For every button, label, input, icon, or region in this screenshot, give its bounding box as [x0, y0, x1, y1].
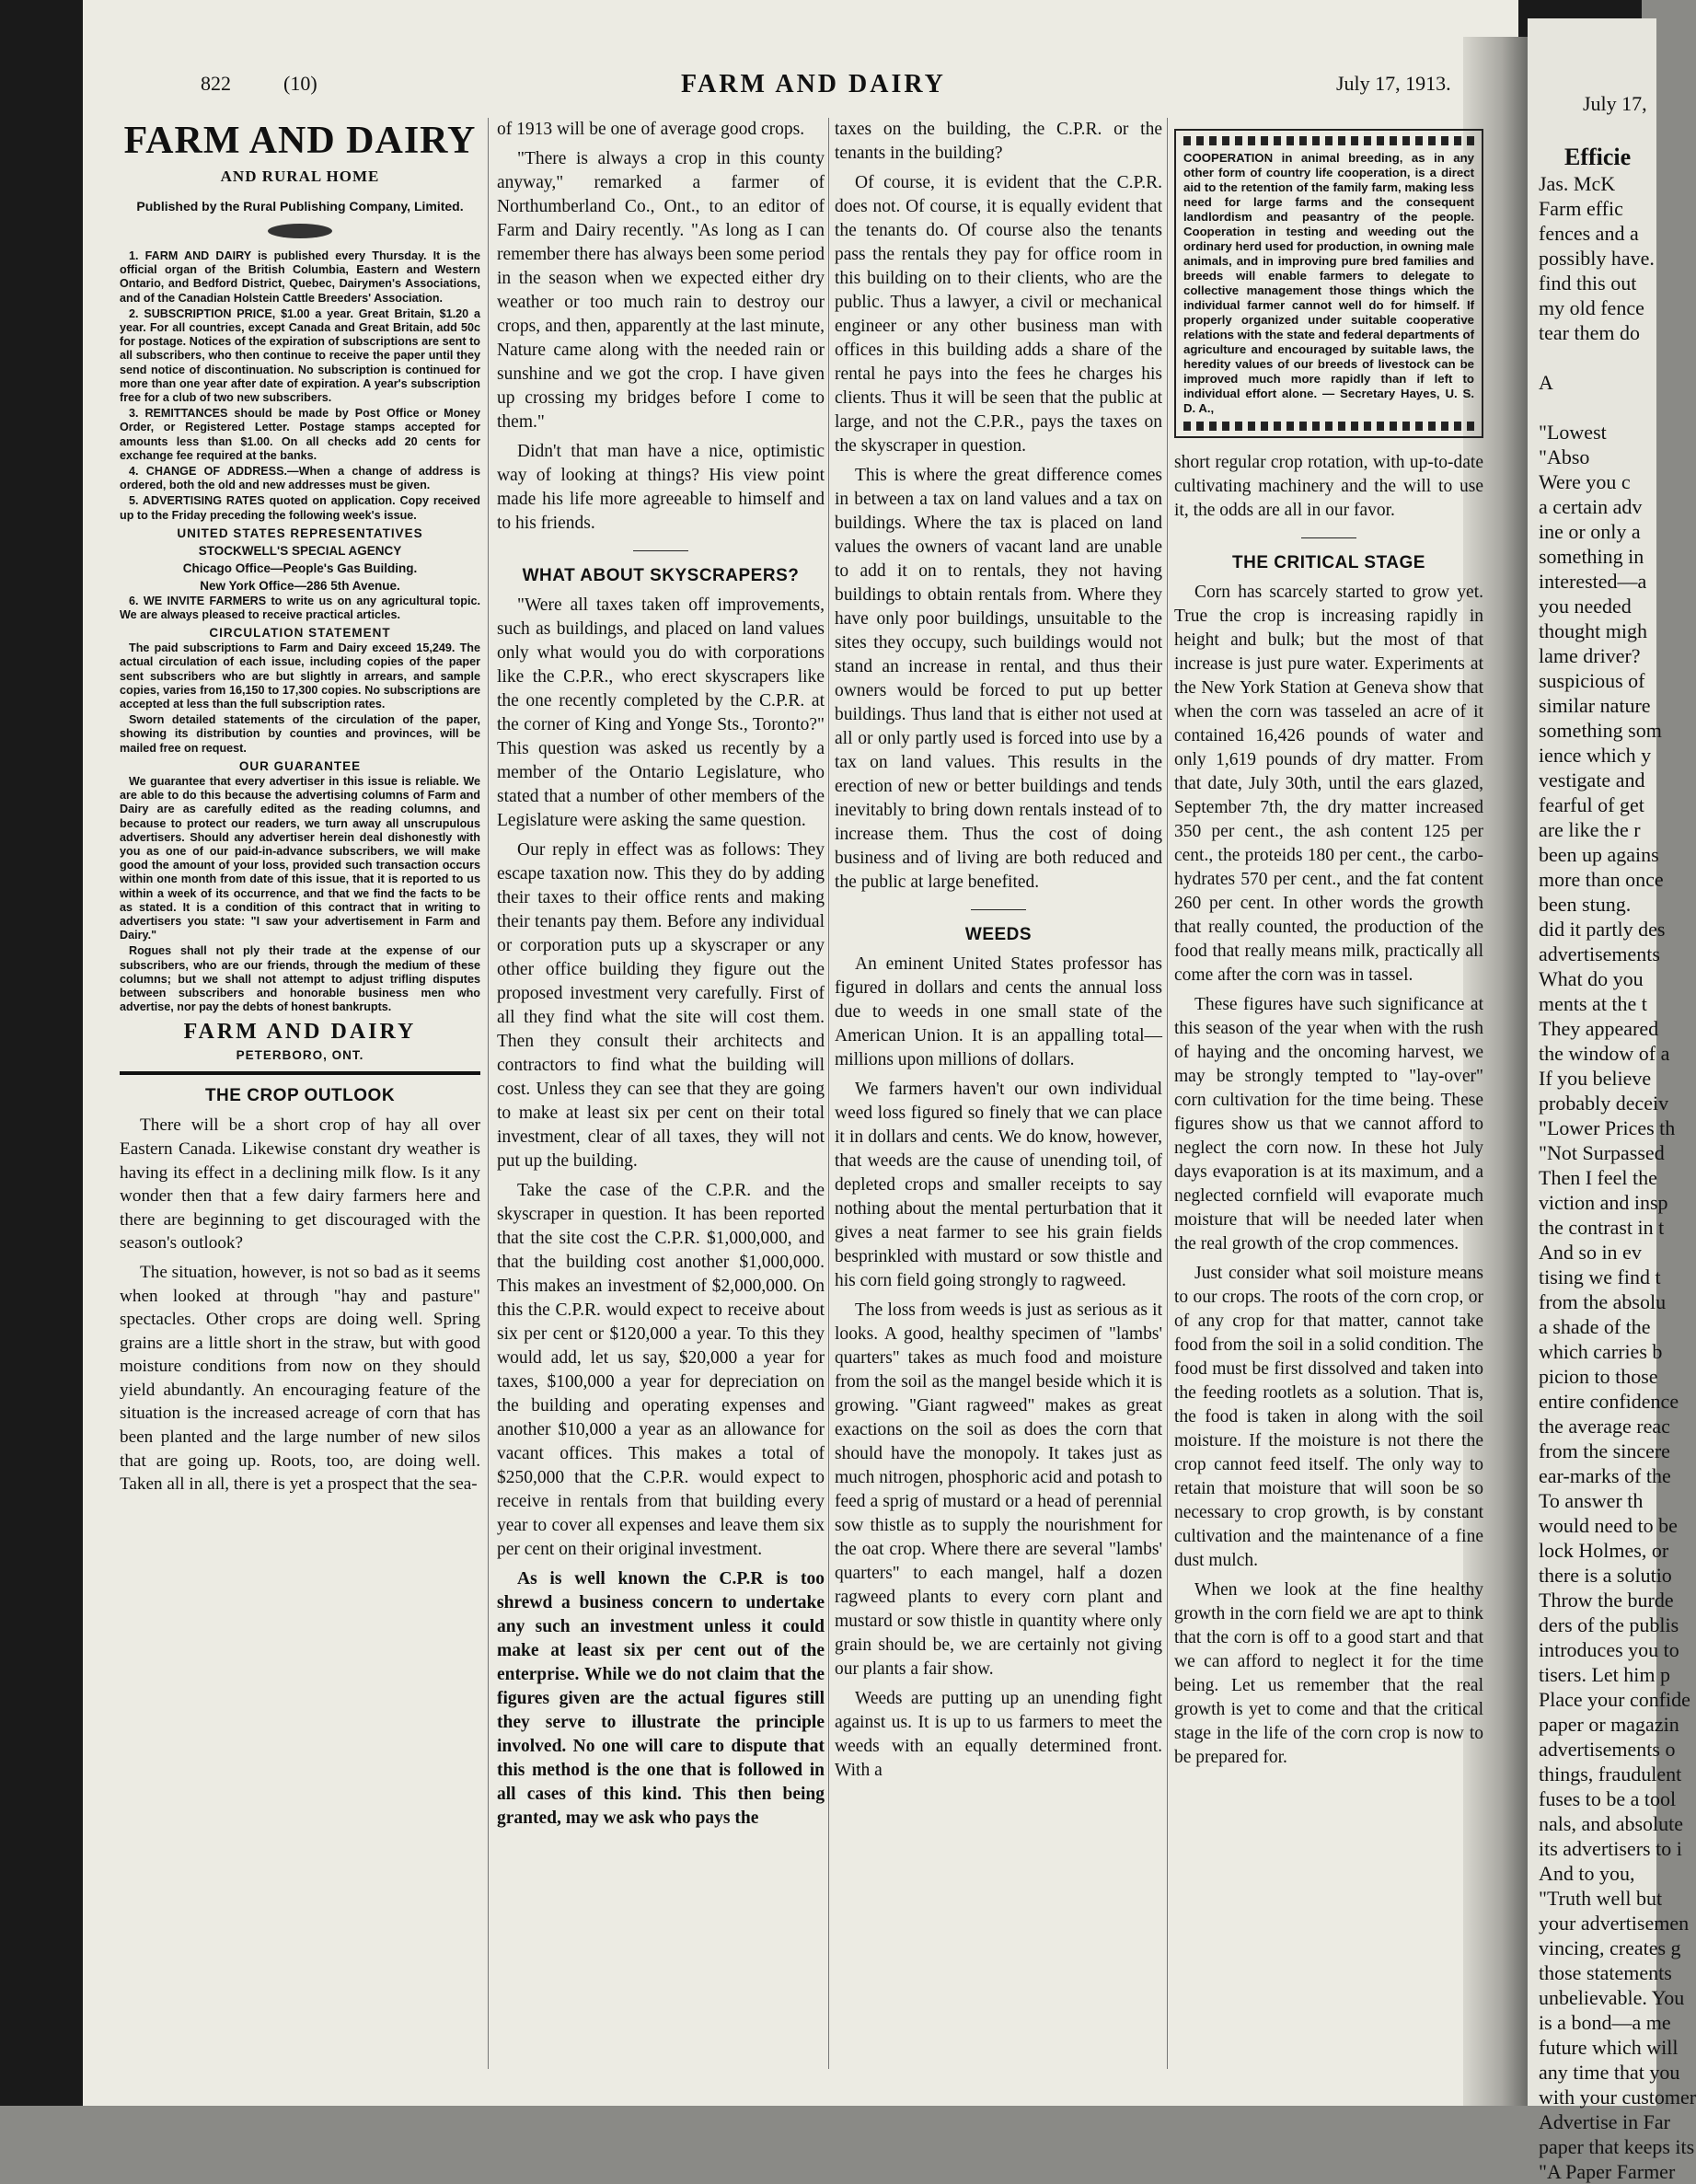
notice-item: 4. CHANGE OF ADDRESS.—When a change of address is ordered, both the old and new addresses must be given.	[120, 465, 480, 492]
adjacent-page-line: which carries b	[1539, 1340, 1663, 1363]
adjacent-page-line: are like the r	[1539, 818, 1641, 841]
article-paragraph: Weeds are putting up an unending fight against us. It is up to us farmers to meet the weeds with an equally determined front. With a	[835, 1689, 1162, 1780]
article-paragraph: Didn't that man have a nice, optimistic way of looking at things? His view point made his life more agreeable to himself and to his friends.	[497, 442, 825, 533]
critical-stage-heading: THE CRITICAL STAGE	[1232, 553, 1425, 572]
divider	[633, 550, 688, 551]
adjacent-page-line: similar nature	[1539, 694, 1651, 717]
adjacent-page-line: What do you	[1539, 967, 1644, 990]
adjacent-page-line: Then I feel the	[1539, 1166, 1657, 1189]
adjacent-page-line: fuses to be a tool	[1539, 1787, 1677, 1810]
adjacent-page-line: any time that you	[1539, 2061, 1680, 2084]
adjacent-page-line: fearful of get	[1539, 793, 1644, 816]
adjacent-page-line: with your customer	[1539, 2086, 1696, 2109]
adjacent-page-line: ders of the publis	[1539, 1613, 1679, 1636]
us-reps-agency: STOCKWELL'S SPECIAL AGENCY	[198, 543, 402, 558]
adjacent-page-line: ience which y	[1539, 744, 1652, 767]
article-paragraph-bold: As is well known the C.P.R is too shrewd a business concern to undertake any such an investment unless it could make at least six per cent out of the enterprise. While we do not claim that the figures given are the actual figures still they serve to illustrate the principle involved. No one will care to dispute that this method is the one that is followed in all cases of this kind. This then being granted, may we ask who pays the	[497, 1569, 825, 1828]
adjacent-page-line: from the absolu	[1539, 1290, 1667, 1313]
article-paragraph: We farmers haven't our own individual weed loss figured so finely that we can place it in dollars and cents. We do know, however, that weeds are the cause of unending toil, of depleted crops and smaller receipts to say nothing about the mental perturbation that it gives a neat farmer to see his grain fields besprinkled with mustard or sow thistle and his corn field going strongly to ragweed.	[835, 1080, 1162, 1290]
adjacent-page-line: unbelievable. You	[1539, 1986, 1685, 2009]
adjacent-page-line: tear them do	[1539, 321, 1640, 344]
border-ornament	[1183, 136, 1474, 145]
footer-masthead-city: PETERBORO, ONT.	[236, 1048, 364, 1063]
adjacent-page-line: did it partly des	[1539, 918, 1666, 941]
adjacent-page-line: viction and insp	[1539, 1191, 1668, 1214]
adjacent-page-line: "Truth well but	[1539, 1887, 1663, 1910]
notice-item: 3. REMITTANCES should be made by Post Office or Money Order, or Registered Letter. Postage stamps accepted for amounts less than $1.00. On all checks add 20 cents for exchange fee required at the banks.	[120, 407, 480, 462]
adjacent-page-line: "Lower Prices th	[1539, 1116, 1676, 1139]
adjacent-page-line: advertisements	[1539, 942, 1660, 965]
guarantee-rogues: Rogues shall not ply their trade at the expense of our subscribers, who are our friends, through the medium of these columns; but we shall not attempt to adjust trifling disputes between subscribers and honorable business men who advertise, nor pay the debts of honest bankrupts.	[120, 944, 480, 1014]
adjacent-page-line: Throw the burde	[1539, 1589, 1674, 1612]
article-paragraph: This is where the great difference comes in between a tax on land values and a tax on buildings. Where the tax is placed on land values the owners of vacant land are unable to add it on to rentals, they not having buildings to obtain rentals from. Where they have only poor buildings, unsuitable to the sites they occupy, such buildings would not stand an increase in rental, and thus their owners would be forced to put up better buildings. Thus land that is either not used at all or only partly used is forced into use by a tax on land values. This results in the erection of new or better buildings and tends inevitably to bring down rentals instead of to increase them. Thus the cost of doing business and of living are both reduced and the public at large benefited.	[835, 466, 1162, 892]
adjacent-page-line: And to you,	[1539, 1862, 1635, 1885]
adjacent-page-line: tisers. Let him p	[1539, 1663, 1670, 1686]
running-head-title: FARM AND DAIRY	[681, 70, 946, 98]
divider	[120, 1071, 480, 1075]
adjacent-page-line: is a bond—a me	[1539, 2011, 1671, 2034]
notice-item: 2. SUBSCRIPTION PRICE, $1.00 a year. Great Britain, $1.20 a year. For all countries, except Canada and Great Britain, add 50c for postage. Notices of the expiration of subscriptions are sent to all subscribers, who then continue to receive the paper until they send notice of discontinuation. No subscription is continued for more than one year after date of expiration. A year's subscription free for a club of two new subscribers.	[120, 306, 480, 405]
adjacent-page-text	[1528, 171, 1696, 2184]
adjacent-page-line: been stung.	[1539, 893, 1632, 916]
cooperation-quote-text: COOPERATION in animal breeding, as in any other form of country life cooperation, is a direct aid to the retention of the family farm, making less need for large farms and the consequent landlordism and peasantry of the people. Cooperation in testing and weeding out the ordinary herd used for production, in owning male animals, and in improving pure bred families and breeds will enable farmers to delegate to collective management those things which the individual farmer cannot well do for himself. If properly organized under suitable cooperative relations with the state and federal departments of agriculture and encouraged by suitable laws, the heredity values of our breeds of livestock can be improved much more rapidly than if left to individual effort alone. — Secretary Hayes, U. S. D. A.,	[1183, 151, 1474, 415]
adjacent-page-line: more than once	[1539, 868, 1664, 891]
adjacent-page-line: entire confidence	[1539, 1390, 1679, 1413]
invite-notice: 6. WE INVITE FARMERS to write us on any agricultural topic. We are always pleased to receive practical articles.	[120, 594, 480, 622]
article-paragraph: "There is always a crop in this county anyway," remarked a farmer of Northumberland Co., Ont., to an editor of Farm and Dairy recently. "As long as I can remember there has always been some period in the season when we expected either dry weather or too much rain to destroy our crops, and then, apparently at the last minute, Nature came along with the needed rain or sunshine and we got the crop. I have given up crossing my bridges before I come to them."	[497, 149, 825, 432]
adjacent-page-date: July 17,	[1583, 92, 1647, 115]
adjacent-page-line: a shade of the	[1539, 1315, 1651, 1338]
guarantee-heading: OUR GUARANTEE	[238, 758, 362, 773]
adjacent-page-line: interested—a	[1539, 570, 1647, 593]
adjacent-page-line: Advertise in Far	[1539, 2110, 1670, 2133]
adjacent-page-line: Place your confide	[1539, 1688, 1690, 1711]
adjacent-page-line: Jas. McK	[1539, 172, 1616, 195]
adjacent-page-line: advertisements o	[1539, 1738, 1676, 1761]
adjacent-page-line: thought migh	[1539, 619, 1647, 642]
adjacent-page-line	[1539, 395, 1656, 420]
adjacent-page-line: "Abso	[1539, 445, 1590, 468]
divider	[1301, 537, 1356, 538]
column-rule	[828, 118, 829, 2069]
adjacent-page-line: ear-marks of the	[1539, 1464, 1671, 1487]
adjacent-page-heading: Efficie	[1564, 144, 1632, 170]
adjacent-page-line: "Lowest	[1539, 421, 1607, 444]
adjacent-page-line: lock Holmes, or	[1539, 1539, 1669, 1562]
circulation-heading: CIRCULATION STATEMENT	[209, 626, 391, 641]
crop-outlook-paragraph: The situation, however, is not so bad as it seems when looked at through "hay and pasture" spectacles. Other crops are doing well. Spring grains are a little short in the straw, but with good moisture conditions from now on they should yield abundantly. An encouraging feature of the situation is the increased acreage of corn that has been planted and the large number of new silos that are going up. Roots, too, are doing well. Taken all in all, there is yet a prospect that the sea-	[120, 1262, 480, 1495]
column-2	[497, 118, 825, 2069]
circulation-sworn: Sworn detailed statements of the circulation of the paper, showing its distribution by counties and provinces, will be mailed free on request.	[120, 713, 480, 755]
us-reps-chicago: Chicago Office—People's Gas Building.	[182, 560, 418, 575]
masthead-title: FARM AND DAIRY	[123, 120, 477, 162]
crop-outlook-paragraph: There will be a short crop of hay all over Eastern Canada. Likewise constant dry weather is having its effect in a declining milk flow. Is it any wonder then that a few dairy farmers here and there are beginning to get discouraged with the season's outlook?	[120, 1115, 480, 1254]
article-paragraph: "Were all taxes taken off improvements, such as buildings, and placed on land values only what would you do with corporations like the C.P.R., who erect skyscrapers like the one recently completed by the C.P.R. at the corner of King and Yonge Sts., Toronto?" This question was asked us recently by a member of the Ontario Legislature, who stated that a number of other members of the Legislature were asking the same question.	[497, 595, 825, 830]
article-paragraph: Our reply in effect was as follows: They escape taxation now. This they do by adding their taxes to their office rents and making their tenants pay them. Before any individual or corporation puts up a skyscraper or any other office building they figure out the proposed investment very carefully. First of all they find what the site will cost them. Then they consult their architects and contractors to find what the building will cost. Unless they can see that they are going to make at least six per cent on their total investment, clear of all taxes, they will not put up the building.	[497, 840, 825, 1171]
adjacent-page-line: find this out	[1539, 272, 1637, 295]
issue-date: July 17, 1913.	[1336, 72, 1451, 95]
adjacent-page-line: its advertisers to i	[1539, 1837, 1682, 1860]
adjacent-page	[1528, 18, 1696, 2183]
adjacent-page-line: If you believe	[1539, 1067, 1652, 1090]
border-ornament	[1183, 422, 1474, 431]
adjacent-page-line: the contrast in t	[1539, 1216, 1665, 1239]
adjacent-page-line: the window of a	[1539, 1042, 1670, 1065]
adjacent-page-line: the average reac	[1539, 1415, 1670, 1438]
adjacent-page-line: been up agains	[1539, 843, 1659, 866]
adjacent-page-line: ments at the t	[1539, 992, 1647, 1015]
adjacent-page-line: And so in ev	[1539, 1241, 1642, 1264]
us-reps-newyork: New York Office—286 5th Avenue.	[200, 578, 400, 593]
adjacent-page-line: suspicious of	[1539, 669, 1645, 692]
article-paragraph: Take the case of the C.P.R. and the skyscraper in question. It has been reported that the site cost the C.P.R. $1,000,000, and that the building cost another $1,000,000. This makes an investment of $2,000,000. On this the C.P.R. would expect to receive about six per cent or $120,000 a year. To this they would add, let us say, $20,000 a year for taxes, $100,000 a year for depreciation on the building and operating expenses and another $10,000 a year as an allowance for vacant offices. This makes a total of $250,000 that the C.P.R. would expect to receive in rentals from that building every year to cover all expenses and leave them six per cent on their original investment.	[497, 1181, 825, 1559]
ornament-icon	[268, 224, 332, 238]
column-rule	[1167, 118, 1168, 2069]
notice-item: 1. FARM AND DAIRY is published every Thursday. It is the official organ of the British Columbia, Eastern and Western Ontario, and Bedford District, Quebec, Dairymen's Associations, and of the Canadian Holstein Cattle Breeders' Association.	[120, 249, 480, 305]
adjacent-page-line: To answer th	[1539, 1489, 1644, 1512]
article-paragraph: The loss from weeds is just as serious as it looks. A good, healthy specimen of "lambs' quarters" takes as much food and moisture from the soil as the mangel beside which it is growing. "Giant ragweed" makes as great exactions on the soil as does the corn that should have the monopoly. It takes just as much nitrogen, phosphoric acid and potash to feed a sprig of mustard or a head of perennial sow thistle as to supply the nourishment for the oat crop. Where there are several "lambs' quarters" to each mangel, half a dozen ragweed plants to every corn plant and mustard or sow thistle in quantity where only grain should be, we are certainly not giving our plants a fair show.	[835, 1300, 1162, 1679]
notice-item: 5. ADVERTISING RATES quoted on application. Copy received up to the Friday preceding the following week's issue.	[120, 494, 480, 522]
article-paragraph: Just consider what soil moisture means to our crops. The roots of the corn crop, or of any crop for that matter, cannot take food from the soil in a solid condition. The food must be first dissolved and taken into the feeding rootlets as a solution. That is, the food is taken in along with the soil moisture. If the moisture is not there the crop cannot feed itself. The only way to retain that moisture that will soon be so necessary to crop growth, is by constant cultivation and the maintenance of a fine dust mulch.	[1174, 1264, 1483, 1570]
adjacent-page-line: vincing, creates g	[1539, 1936, 1681, 1959]
publisher-line: Published by the Rural Publishing Company, Limited.	[136, 199, 464, 214]
adjacent-page-line: "A Paper Farmer	[1539, 2160, 1676, 2183]
article-paragraph: of 1913 will be one of average good crops.	[497, 120, 805, 139]
divider	[971, 909, 1026, 910]
issue-page-number: (10)	[283, 72, 317, 95]
article-paragraph: Corn has scarcely started to grow yet. True the crop is increasing rapidly in height and bulk; but the most of that increase is just pure water. Experiments at the New York Station at Geneva show that when the corn was tasseled an acre of it contained 16,426 pounds of water and only 1,619 pounds of dry matter. From that date, July 30th, until the ears glazed, September 7th, the dry matter increased 350 per cent., the ash content 125 per cent., the proteids 180 per cent., the carbo-hydrates 570 per cent., and the fat content 260 per cent. In other words the growth that really counted, the production of the food that really means milk, practically all come after the corn was in tassel.	[1174, 583, 1483, 985]
article-paragraph: An eminent United States professor has figured in dollars and cents the annual loss due to weeds in one small state of the American Union. It is an appalling total—millions upon millions of dollars.	[835, 954, 1162, 1069]
adjacent-page-line: Farm effic	[1539, 197, 1623, 220]
adjacent-page-line: possibly have.	[1539, 247, 1655, 270]
adjacent-page-line: tising we find t	[1539, 1265, 1661, 1288]
adjacent-page-line: "Not Surpassed	[1539, 1141, 1665, 1164]
adjacent-page-line: nals, and absolute	[1539, 1812, 1684, 1835]
adjacent-page-line: picion to those	[1539, 1365, 1658, 1388]
weeds-heading: WEEDS	[964, 925, 1033, 944]
adjacent-page-line: vestigate and	[1539, 768, 1645, 792]
article-paragraph: These figures have such significance at this season of the year when with the rush of haying and the oncoming harvest, we may be strongly tempted to "lay-over" corn cultivation for the time being. These figures show us that we cannot afford to neglect the corn now. In these hot July days evaporation is at its maximum, and a neglected cornfield will evaporate much moisture that will be needed later when the real growth of the crop commences.	[1174, 995, 1483, 1254]
adjacent-page-line: my old fence	[1539, 296, 1644, 319]
adjacent-page-line: introduces you to	[1539, 1638, 1679, 1661]
us-reps-heading: UNITED STATES REPRESENTATIVES	[177, 526, 423, 540]
adjacent-page-line: something in	[1539, 545, 1644, 568]
skyscrapers-heading: WHAT ABOUT SKYSCRAPERS?	[522, 566, 800, 585]
footer-masthead-title: FARM AND DAIRY	[183, 1020, 417, 1045]
adjacent-page-line: something som	[1539, 719, 1662, 742]
adjacent-page-line: would need to be	[1539, 1514, 1678, 1537]
adjacent-page-line: future which will	[1539, 2036, 1679, 2059]
column-1	[120, 118, 480, 2069]
adjacent-page-line: paper or magazin	[1539, 1713, 1679, 1736]
adjacent-page-line: fences and a	[1539, 222, 1639, 245]
guarantee-body: We guarantee that every advertiser in this issue is reliable. We are able to do this because the advertising columns of Farm and Dairy are as carefully edited as the reading columns, and because to protect our readers, we turn away all unscrupulous advertisers. Should any advertiser herein deal dishonestly with you as one of our paid-in-advance subscribers, we will make good the amount of your loss, provided such transaction occurs within one month from date of this issue, that it is reported to us within a week of its occurrence, and that we find the facts to be as stated. It is a condition of this contract that in writing to advertisers you state: "I saw your advertisement in Farm and Dairy."	[120, 774, 480, 942]
adjacent-page-line: your advertisemen	[1539, 1912, 1690, 1935]
adjacent-page-line: They appeared	[1539, 1017, 1659, 1040]
column-4	[1174, 127, 1483, 2078]
crop-outlook-heading: THE CROP OUTLOOK	[204, 1086, 396, 1106]
adjacent-page-line: probably deceiv	[1539, 1092, 1669, 1115]
adjacent-page-line: A	[1539, 371, 1553, 394]
adjacent-page-line: you needed	[1539, 595, 1632, 618]
cooperation-quote-box	[1174, 129, 1483, 438]
adjacent-page-line: ine or only a	[1539, 520, 1641, 543]
column-3	[835, 118, 1162, 2069]
adjacent-page-line: there is a solutio	[1539, 1564, 1672, 1587]
adjacent-page-line	[1539, 345, 1656, 370]
adjacent-page-line: lame driver?	[1539, 644, 1641, 667]
masthead-subtitle: AND RURAL HOME	[220, 168, 380, 185]
circulation-body: The paid subscriptions to Farm and Dairy exceed 15,249. The actual circulation of each issue, including copies of the paper sent subscribers who are but slightly in arrears, and sample copies, varies from 16,150 to 17,300 copies. No subscriptions are accepted at less than the full subscription rates.	[120, 641, 480, 711]
article-paragraph: short regular crop rotation, with up-to-date cultivating machinery and the will to use it, the odds are all in our favor.	[1174, 453, 1483, 520]
page-number: 822	[201, 72, 231, 95]
article-paragraph: taxes on the building, the C.P.R. or the tenants in the building?	[835, 120, 1162, 163]
adjacent-page-line: those statements	[1539, 1961, 1672, 1984]
adjacent-page-line: things, fraudulent	[1539, 1762, 1682, 1785]
adjacent-page-line: a certain adv	[1539, 495, 1643, 518]
article-paragraph: When we look at the fine healthy growth in the corn field we are apt to think that the corn is off to a good start and that we can afford to neglect it for the time being. Let us remember that the real growth is yet to come and that the critical stage in the life of the corn crop is now to be prepared for.	[1174, 1580, 1483, 1767]
adjacent-page-line: paper that keeps its	[1539, 2135, 1695, 2158]
adjacent-page-line: from the sincere	[1539, 1439, 1670, 1462]
article-paragraph: Of course, it is evident that the C.P.R. does not. Of course, it is equally evident that the tenants do. Of course also the tenants pass the rentals they pay for office room in this building on to their clients, who are the public. Thus a lawyer, a civil or mechanical engineer or any other business man with offices in this building adds a share of the rental he pays into the fees he charges his clients. Thus it will be seen that the public at large, and not the C.P.R., pays the taxes on the skyscraper in question.	[835, 173, 1162, 456]
column-rule	[488, 118, 489, 2069]
adjacent-page-line: Were you c	[1539, 470, 1631, 493]
